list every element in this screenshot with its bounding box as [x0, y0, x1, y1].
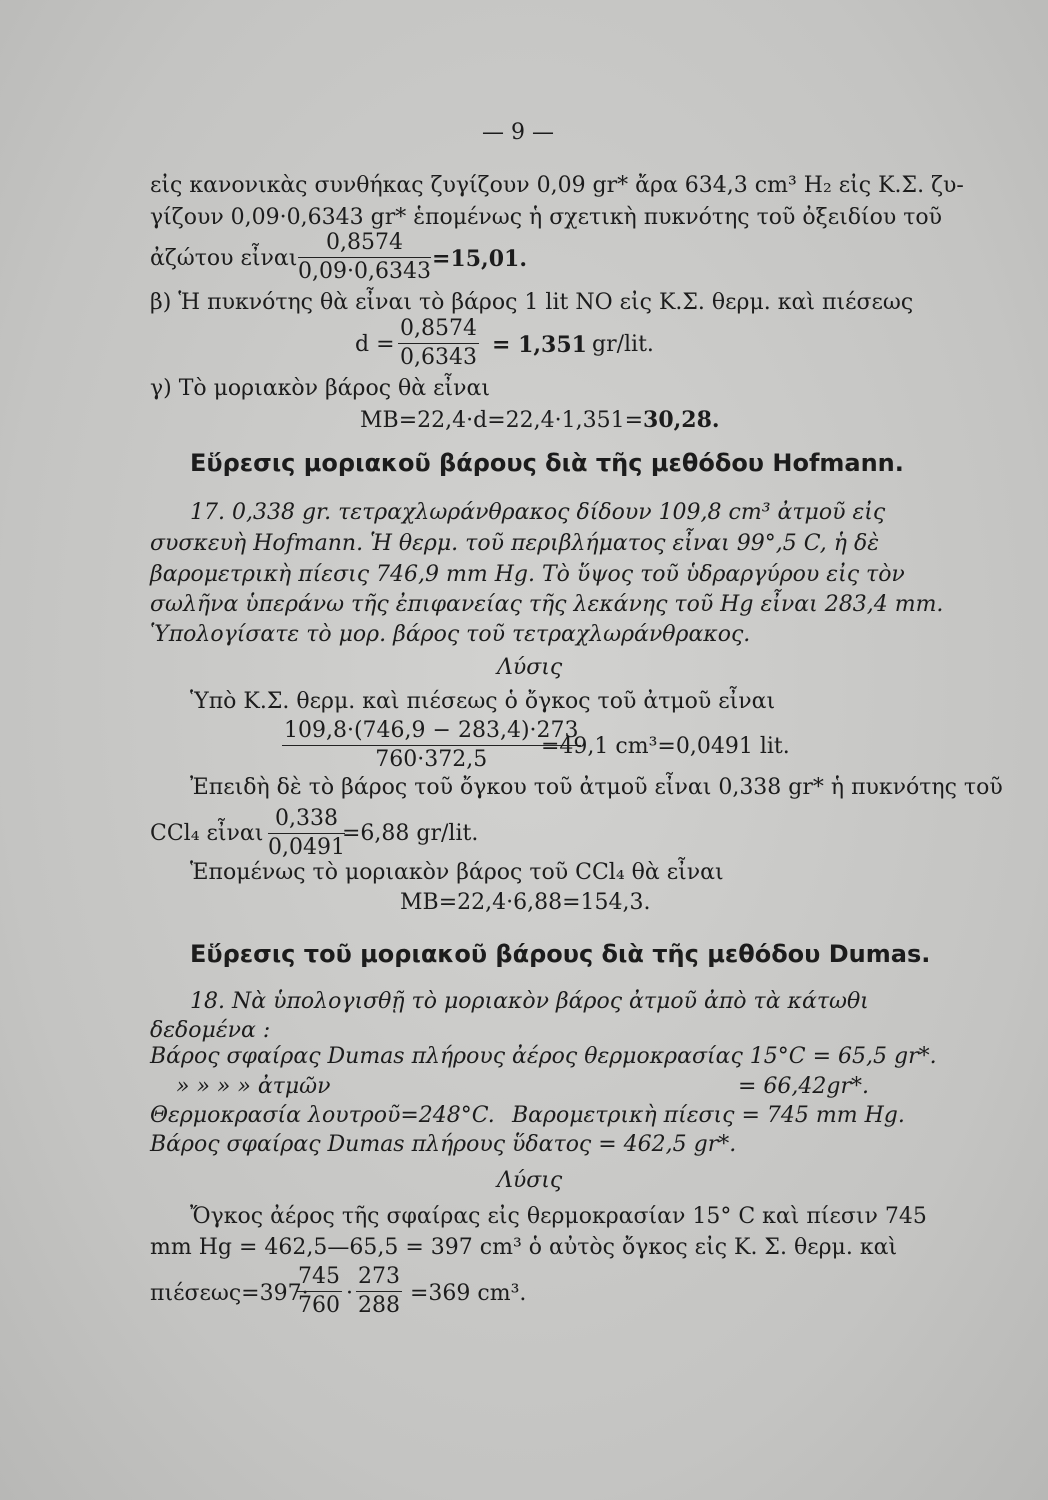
fraction-numerator: 0,8574 [398, 316, 479, 344]
fraction-denominator: 760·372,5 [375, 747, 488, 772]
fraction [282, 718, 581, 773]
fraction-denominator: 0,6343 [400, 345, 477, 370]
page-number: — 9 — [482, 120, 554, 145]
fraction-denominator: 0,0491 [268, 835, 345, 860]
unit: gr/lit. [592, 332, 654, 357]
problem-line: Βάρος σφαίρας Dumas πλήρους ἀέρος θερμοκρασίας 15°C = 65,5 gr*. [150, 1044, 937, 1069]
fraction-denominator: 0,09·0,6343 [298, 259, 431, 284]
multiply-dot: · [346, 1281, 353, 1306]
text-line: CCl₄ εἶναι [150, 821, 264, 846]
problem-line: Βαρομετρικὴ πίεσις = 745 mm Hg. [512, 1103, 905, 1128]
result: = 1,351 [492, 332, 587, 358]
text-line: β) Ἡ πυκνότης θὰ εἶναι τὸ βάρος 1 lit NO εἰς Κ.Σ. θερμ. καὶ πιέσεως [150, 290, 914, 315]
fraction-numerator: 0,338 [268, 806, 345, 834]
result: =49,1 cm³=0,0491 lit. [541, 734, 790, 759]
text-line: εἰς κανονικὰς συνθήκας ζυγίζουν 0,09 gr* ἄρα 634,3 cm³ H₂ εἰς Κ.Σ. ζυ- [150, 173, 964, 198]
fraction [398, 316, 479, 371]
fraction-numerator: 109,8·(746,9 − 283,4)·273 [282, 718, 581, 746]
problem-line: βαρομετρικὴ πίεσις 746,9 mm Hg. Τὸ ὕψος τοῦ ὑδραργύρου εἰς τὸν [150, 562, 905, 587]
fraction [268, 806, 345, 861]
text-line: πιέσεως=397· [150, 1281, 309, 1306]
fraction [356, 1264, 402, 1319]
text-line: mm Hg = 462,5—65,5 = 397 cm³ ὁ αὐτὸς ὄγκος εἰς Κ. Σ. θερμ. καὶ [150, 1235, 898, 1260]
section-heading: Εὕρεσις τοῦ μοριακοῦ βάρους διὰ τῆς μεθόδου Dumas. [190, 940, 931, 968]
result: =6,88 gr/lit. [342, 821, 479, 846]
problem-value: = 66,42gr*. [738, 1074, 870, 1099]
formula: MB=22,4·6,88=154,3. [400, 890, 651, 915]
text-line: Ὑπὸ Κ.Σ. θερμ. καὶ πιέσεως ὁ ὄγκος τοῦ ἀτμοῦ εἶναι [190, 689, 776, 714]
result: =369 cm³. [410, 1281, 527, 1306]
fraction-numerator: 273 [356, 1264, 402, 1292]
text-line: ἀζώτου εἶναι [150, 246, 298, 271]
text-line: d = [355, 332, 395, 357]
formula: MB=22,4·d=22,4·1,351= [360, 408, 644, 433]
problem-line: Θερμοκρασία λουτροῦ=248°C. [150, 1103, 495, 1128]
text-line: Ἑπομένως τὸ μοριακὸν βάρος τοῦ CCl₄ θὰ εἶναι [190, 860, 724, 885]
problem-line: 18. Νὰ ὑπολογισθῇ τὸ μοριακὸν βάρος ἀτμοῦ ἀπὸ τὰ κάτωθι [190, 989, 869, 1014]
text-line: Ἐπειδὴ δὲ τὸ βάρος τοῦ ὄγκου τοῦ ἀτμοῦ εἶναι 0,338 gr* ἡ πυκνότης τοῦ [190, 775, 1003, 800]
text-line: γ) Τὸ μοριακὸν βάρος θὰ εἶναι [150, 376, 491, 401]
problem-line: 17. 0,338 gr. τετραχλωράνθρακος δίδουν 109,8 cm³ ἀτμοῦ εἰς [190, 500, 886, 525]
text-line: Ὄγκος ἀέρος τῆς σφαίρας εἰς θερμοκρασίαν 15° C καὶ πίεσιν 745 [190, 1204, 927, 1229]
problem-line: συσκευὴ Hofmann. Ἡ θερμ. τοῦ περιβλήματος εἶναι 99°,5 C, ἡ δὲ [150, 531, 880, 556]
problem-line: Ὑπολογίσατε τὸ μορ. βάρος τοῦ τετραχλωράνθρακος. [150, 622, 751, 647]
problem-line: σωλῆνα ὑπεράνω τῆς ἐπιφανείας τῆς λεκάνης τοῦ Hg εἶναι 283,4 mm. [150, 592, 944, 617]
problem-line: » » » » ἀτμῶν [176, 1074, 331, 1099]
result: =15,01. [432, 246, 527, 272]
fraction-denominator: 760 [298, 1293, 340, 1318]
text-line: γίζουν 0,09·0,6343 gr* ἑπομένως ἡ σχετικὴ πυκνότης τοῦ ὀξειδίου τοῦ [150, 205, 943, 230]
fraction-numerator: 745 [296, 1264, 342, 1292]
problem-line: Βάρος σφαίρας Dumas πλήρους ὕδατος = 462,5 gr*. [150, 1132, 737, 1157]
fraction-numerator: 0,8574 [298, 230, 431, 258]
fraction [296, 1264, 342, 1319]
solution-label: Λύσις [497, 1168, 563, 1193]
formula-line [360, 407, 720, 434]
fraction-denominator: 288 [358, 1293, 400, 1318]
fraction [298, 230, 431, 285]
problem-line: δεδομένα : [150, 1018, 271, 1043]
solution-label: Λύσις [497, 655, 563, 680]
result: 30,28. [643, 407, 720, 433]
section-heading: Εὕρεσις μοριακοῦ βάρους διὰ τῆς μεθόδου Hofmann. [190, 449, 904, 477]
